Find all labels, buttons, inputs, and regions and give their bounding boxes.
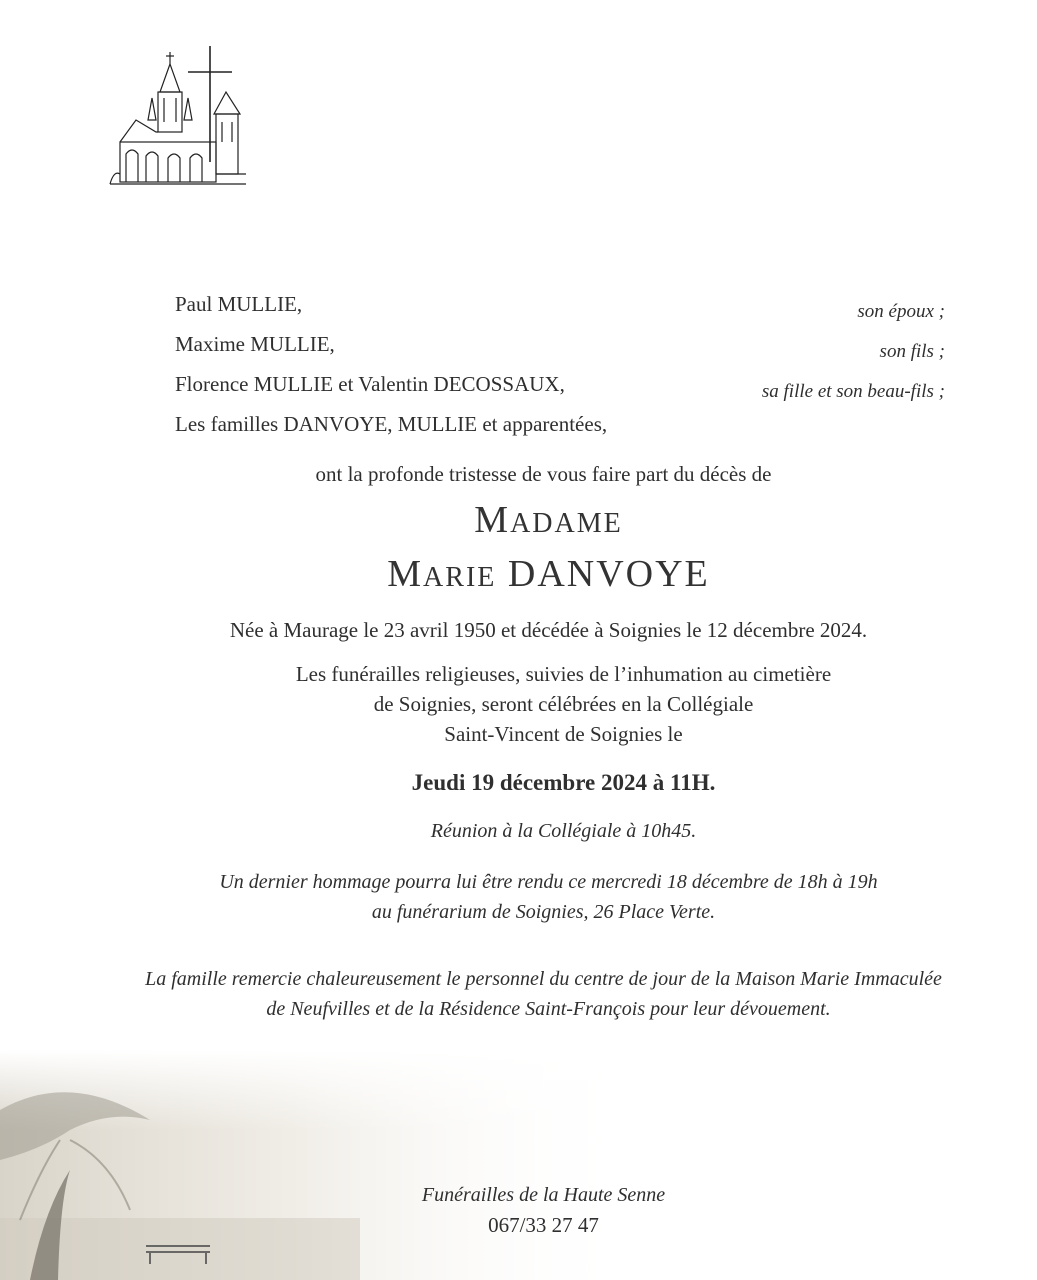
landscape-image-icon [0, 1050, 640, 1280]
family-row [175, 364, 945, 404]
announcement-intro: ont la profonde tristesse de vous faire part du décès de [315, 462, 772, 486]
family-name: Paul MULLIE, [175, 292, 303, 316]
family-row [175, 284, 945, 324]
deceased-name [30, 552, 1037, 596]
homage-line: Un dernier hommage pourra lui être rendu ce mercredi 18 décembre de 18h à 19h [219, 871, 878, 893]
funeral-line: de Soignies, seront célébrées en la Collégiale [373, 692, 754, 716]
birth-death-line: Née à Maurage le 23 avril 1950 et décédée à Soignies le 12 décembre 2024. [229, 618, 868, 642]
first-rest: ARIE [423, 562, 497, 593]
funeral-home-name: Funérailles de la Haute Senne [421, 1184, 666, 1206]
funeral-line: Les funérailles religieuses, suivies de l’inhumation au cimetière [295, 662, 832, 686]
deceased-title [30, 498, 1037, 542]
family-list [175, 284, 945, 444]
family-name: Les familles DANVOYE, MULLIE et apparentées, [175, 412, 608, 436]
family-relation: sa fille et son beau-fils ; [761, 381, 945, 402]
title-rest: ADAME [510, 508, 623, 539]
surname: DANVOYE [507, 553, 710, 595]
funeral-date: Jeudi 19 décembre 2024 à 11H. [411, 770, 716, 795]
reunion-line: Réunion à la Collégiale à 10h45. [430, 820, 697, 842]
family-name: Florence MULLIE et Valentin DECOSSAUX, [175, 372, 565, 396]
family-relation: son époux ; [857, 301, 945, 322]
church-emblem-icon [106, 42, 248, 190]
funeral-line: Saint-Vincent de Soignies le [444, 722, 683, 746]
homage-line: au funérarium de Soignies, 26 Place Verte. [371, 901, 716, 923]
title-initial: M [474, 499, 511, 541]
family-row [175, 324, 945, 364]
family-row [175, 404, 945, 444]
thanks-line: de Neufvilles et de la Résidence Saint-François pour leur dévouement. [266, 998, 831, 1020]
family-relation: son fils ; [879, 341, 945, 362]
thanks-line: La famille remercie chaleureusement le personnel du centre de jour de la Maison Marie Immaculée [145, 968, 942, 990]
first-initial: M [387, 553, 424, 595]
funeral-home-phone: 067/33 27 47 [488, 1213, 599, 1237]
family-name: Maxime MULLIE, [175, 332, 335, 356]
